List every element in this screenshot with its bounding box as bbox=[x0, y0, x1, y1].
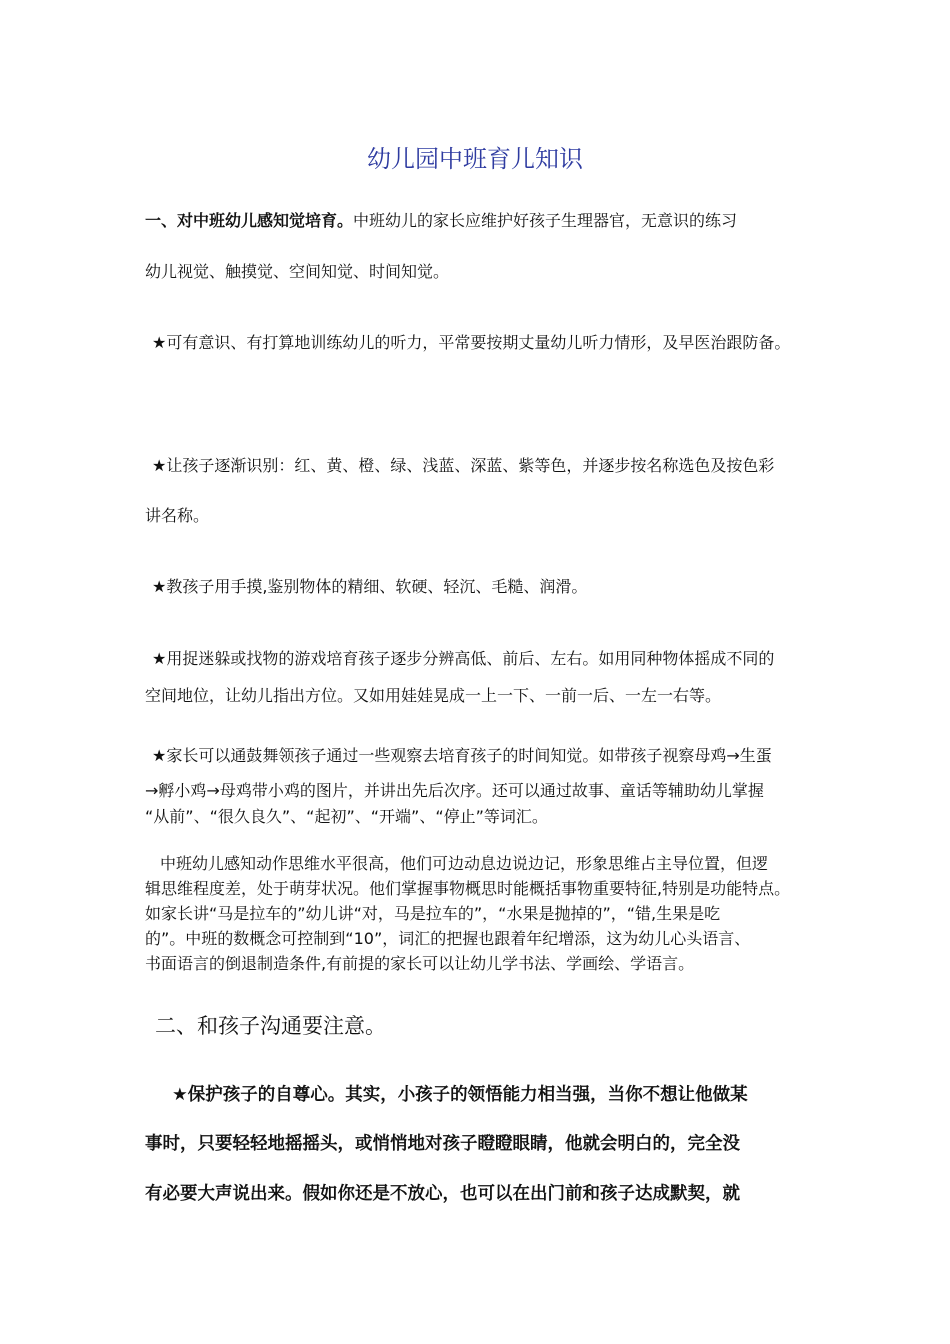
section2-bold-line2: 事时，只要轻轻地摇摇头，或悄悄地对孩子瞪瞪眼睛，他就会明白的，完全没 bbox=[145, 1134, 740, 1154]
bullet-hearing: ★可有意识、有打算地训练幼儿的听力，平常要按期丈量幼儿听力情形，及早医治跟防备。 bbox=[152, 333, 791, 352]
bullet-space-line2: 空间地位，让幼儿指出方位。又如用娃娃晃成一上一下、一前一后、一左一右等。 bbox=[145, 686, 722, 705]
bullet-time-line1: ★家长可以通鼓舞领孩子通过一些观察去培育孩子的时间知觉。如带孩子视察母鸡→生蛋 bbox=[152, 746, 772, 765]
paragraph-line2: 辑思维程度差，处于萌芽状况。他们掌握事物概思时能概括事物重要特征,特别是功能特点。 bbox=[145, 879, 791, 898]
bullet-space-line1: ★用捉迷躲或找物的游戏培育孩子逐步分辨高低、前后、左右。如用同种物体摇成不同的 bbox=[152, 649, 775, 668]
paragraph-line5: 书面语言的倒退制造条件,有前提的家长可以让幼儿学书法、学画绘、学语言。 bbox=[145, 954, 695, 973]
bullet-time-line2: →孵小鸡→母鸡带小鸡的图片，并讲出先后次序。还可以通过故事、童话等辅助幼儿掌握 bbox=[145, 781, 764, 800]
bullet-color-line2: 讲名称。 bbox=[145, 506, 210, 525]
bullet-color-line1: ★让孩子逐渐识别：红、黄、橙、绿、浅蓝、深蓝、紫等色，并逐步按名称选色及按色彩 bbox=[152, 456, 775, 475]
bullet-time-line3: “从前”、“很久良久”、“起初”、“开端”、“停止”等词汇。 bbox=[145, 807, 548, 826]
section2-bold-line1: ★保护孩子的自尊心。其实，小孩子的领悟能力相当强，当你不想让他做某 bbox=[172, 1085, 748, 1105]
section2-heading: 二、和孩子沟通要注意。 bbox=[155, 1014, 386, 1038]
paragraph-line4: 的”。中班的数概念可控制到“10”，词汇的把握也跟着年纪增添，这为幼儿心头语言、 bbox=[145, 929, 751, 948]
bullet-touch: ★教孩子用手摸,鉴别物体的精细、软硬、轻沉、毛糙、润滑。 bbox=[152, 577, 588, 596]
section1-intro-line2: 幼儿视觉、触摸觉、空间知觉、时间知觉。 bbox=[145, 262, 450, 281]
section1-first-line bbox=[145, 210, 825, 232]
section1-intro-line1: 中班幼儿的家长应维护好孩子生理器官，无意识的练习 bbox=[353, 211, 738, 230]
paragraph-line3: 如家长讲“马是拉车的”幼儿讲“对，马是拉车的”，“水果是抛掉的”，“错,生果是吃 bbox=[145, 904, 721, 923]
paragraph-line1: 中班幼儿感知动作思维水平很高，他们可边动息边说边记，形象思维占主导位置，但逻 bbox=[160, 854, 769, 873]
section1-heading: 一、对中班幼儿感知觉培育。 bbox=[145, 211, 354, 230]
page-title: 幼儿园中班育儿知识 bbox=[367, 145, 583, 173]
section2-bold-line3: 有必要大声说出来。假如你还是不放心，也可以在出门前和孩子达成默契，就 bbox=[145, 1184, 740, 1204]
